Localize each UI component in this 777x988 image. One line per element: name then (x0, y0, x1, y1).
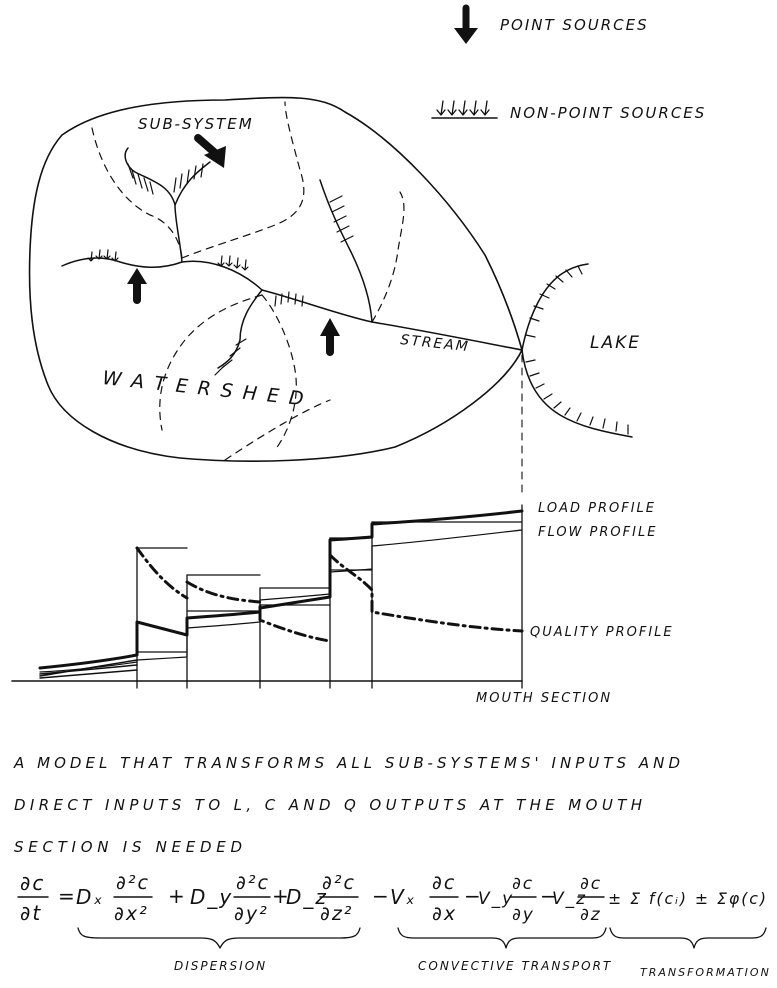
eq-vx: Vₓ (390, 885, 417, 909)
eq-minus-1: − (372, 884, 391, 908)
watershed-map (30, 98, 641, 492)
convective-transport-label: CONVECTIVE TRANSPORT (418, 959, 613, 973)
eq-vy: V_y (478, 889, 515, 909)
brace-convective (398, 928, 606, 948)
dispersion-label: DISPERSION (174, 959, 268, 973)
description-text (13, 754, 682, 856)
flow-profile-line (40, 530, 522, 672)
eq-dy: D_y (190, 885, 234, 909)
eq-plus-1: + (168, 884, 187, 908)
tributary-lower-left (218, 290, 262, 368)
eq-minus-2: − (464, 884, 483, 908)
eq-dc-x: ∂c (432, 872, 457, 894)
transport-equation (18, 871, 771, 979)
quality-profile-label: QUALITY PROFILE (530, 625, 674, 640)
lake-label: LAKE (590, 333, 641, 353)
eq-dx: Dₓ (76, 885, 105, 909)
eq-dc-y: ∂c (512, 874, 535, 894)
tributary-right (320, 180, 372, 322)
transformation-label: TRANSFORMATION (640, 966, 771, 979)
non-point-source-ticks (88, 164, 353, 375)
eq-dc-z: ∂c (580, 874, 603, 894)
brace-dispersion (78, 928, 360, 948)
segment-ticks (137, 681, 522, 688)
point-source-legend-arrow-icon (454, 8, 478, 44)
load-profile-label: LOAD PROFILE (538, 501, 656, 516)
subsystem-label: SUB-SYSTEM (138, 115, 254, 133)
profile-chart (12, 501, 674, 706)
point-sources-label: POINT SOURCES (500, 16, 649, 34)
eq-minus-3: − (540, 884, 559, 908)
non-point-sources-label: NON-POINT SOURCES (510, 104, 707, 122)
eq-lhs-num: ∂c (20, 871, 46, 895)
legend (432, 8, 706, 122)
eq-d2c-z: ∂²c (322, 872, 356, 894)
point-source-arrow-upper (198, 138, 226, 168)
flow-profile-label: FLOW PROFILE (538, 525, 658, 540)
eq-d2c-y: ∂²c (236, 872, 270, 894)
point-source-arrow-left (127, 268, 147, 300)
load-profile-line (40, 511, 522, 668)
eq-dxx: ∂x (432, 903, 458, 925)
mouth-section-label: MOUTH SECTION (476, 691, 613, 706)
eq-dz2: ∂z² (320, 903, 354, 925)
tributary-upper-left (125, 148, 182, 262)
eq-dz: D_z (286, 885, 328, 909)
text-line-1: A MODEL THAT TRANSFORMS ALL SUB-SYSTEMS' INPUTS AND (14, 754, 683, 772)
eq-vz: V_z (552, 889, 588, 909)
point-source-arrow-mid (320, 318, 340, 352)
non-point-source-legend-icon (432, 101, 497, 118)
main-stream (62, 258, 522, 350)
brace-transformation (610, 928, 766, 948)
eq-equals: = (58, 884, 77, 908)
eq-d2c-x: ∂²c (116, 872, 150, 894)
eq-dy2: ∂y² (234, 903, 269, 925)
eq-dzz: ∂z (580, 905, 602, 925)
eq-dyy: ∂y (512, 905, 535, 925)
watershed-label: W A T E R S H E D (101, 367, 307, 411)
stream-label: STREAM (399, 332, 471, 356)
eq-lhs-den: ∂t (20, 901, 43, 925)
text-line-3: SECTION IS NEEDED (14, 838, 244, 856)
text-line-2: DIRECT INPUTS TO L, C AND Q OUTPUTS AT THE MOUTH (14, 796, 645, 814)
eq-dx2: ∂x² (114, 903, 149, 925)
eq-transformation-terms: ± Σ f(cᵢ) ± Σφ(c) (608, 889, 768, 908)
eq-plus-2: + (272, 884, 291, 908)
stream-network (62, 148, 522, 368)
